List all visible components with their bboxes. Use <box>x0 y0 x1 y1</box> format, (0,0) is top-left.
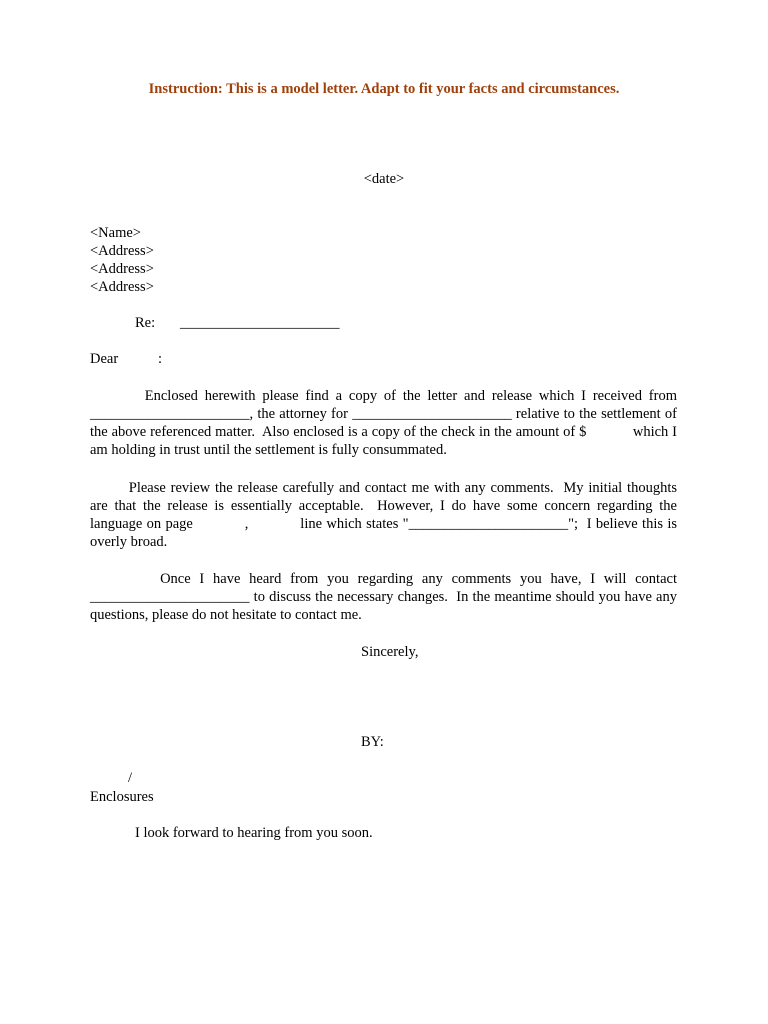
letter-date: <date> <box>363 171 405 187</box>
paragraph-line: language on page , line which states "______________________"; I believe this is <box>90 516 677 532</box>
enclosures-notation: Enclosures <box>90 789 154 805</box>
instruction-note: Instruction: This is a model letter. Adapt to fit your facts and circumstances. <box>148 81 620 97</box>
paragraph-line: the above referenced matter. Also enclosed is a copy of the check in the amount of $ which I <box>90 424 677 440</box>
paragraph-line: Please review the release carefully and contact me with any comments. My initial thoughts <box>90 480 677 496</box>
paragraph-line: ______________________ to discuss the necessary changes. In the meantime should you have any <box>90 589 677 605</box>
recipient-address-line: <Address> <box>90 279 154 295</box>
paragraph-line: are that the release is essentially acceptable. However, I do have some concern regarding the <box>90 498 677 514</box>
typist-initials-slash: / <box>128 770 133 786</box>
complimentary-closing: Sincerely, <box>361 644 419 660</box>
paragraph-line: Enclosed herewith please find a copy of the letter and release which I received from <box>90 388 677 404</box>
paragraph-line: questions, please do not hesitate to contact me. <box>90 607 362 623</box>
paragraph-line: am holding in trust until the settlement is fully consummated. <box>90 442 447 458</box>
body-paragraph-1 <box>90 387 677 459</box>
recipient-address-line: <Address> <box>90 261 154 277</box>
body-paragraph-2 <box>90 479 677 551</box>
paragraph-line: Once I have heard from you regarding any comments you have, I will contact <box>90 571 677 587</box>
paragraph-line: overly broad. <box>90 534 168 550</box>
re-subject-blank: ______________________ <box>180 315 340 331</box>
paragraph-line: ______________________, the attorney for ______________________ relative to the settlement of <box>90 406 677 422</box>
recipient-name: <Name> <box>90 225 141 241</box>
signature-by-label: BY: <box>361 734 384 750</box>
closing-line: I look forward to hearing from you soon. <box>135 825 373 841</box>
re-label: Re: <box>135 315 156 331</box>
body-paragraph-3 <box>90 570 677 624</box>
recipient-address-line: <Address> <box>90 243 154 259</box>
salutation: Dear : <box>90 351 163 367</box>
